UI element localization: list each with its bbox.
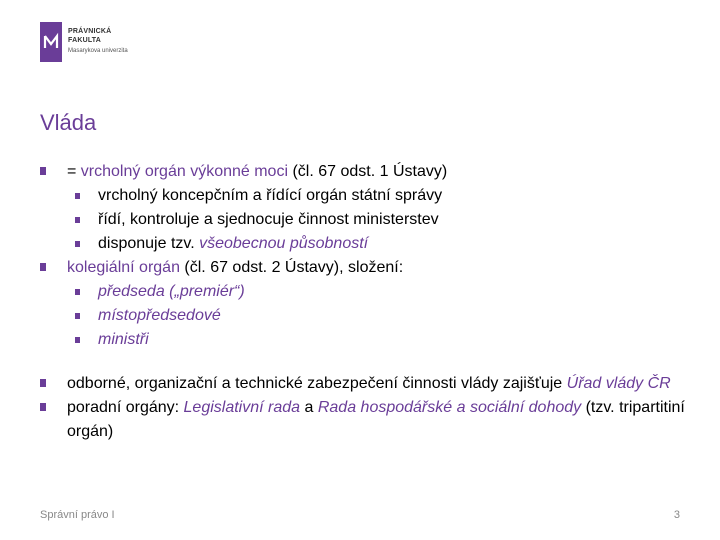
item-text: a	[300, 399, 318, 416]
list-item	[40, 160, 690, 184]
bullet-icon	[40, 167, 46, 175]
item-highlight: všeobecnou působností	[199, 235, 369, 252]
muni-logo-icon	[40, 22, 62, 62]
sub-bullet-icon	[75, 313, 80, 319]
sub-list-item	[40, 304, 690, 328]
item-highlight: Rada hospodářské a sociální dohody	[317, 399, 582, 416]
sub-bullet-icon	[75, 289, 80, 295]
item-text: disponuje tzv.	[98, 235, 200, 252]
item-text: (čl. 67 odst. 1 Ústavy)	[288, 163, 448, 180]
page-number: 3	[673, 509, 680, 521]
item-text: ministři	[98, 331, 149, 348]
item-text: (tzv. tripartitiní orgán)	[67, 399, 685, 440]
item-text: předseda („premiér“)	[98, 283, 245, 300]
sub-list-item	[40, 184, 690, 208]
item-text: místopředsedové	[98, 307, 221, 324]
item-highlight: Legislativní rada	[183, 399, 301, 416]
sub-bullet-icon	[75, 337, 80, 343]
footer-course-name: Správní právo I	[40, 509, 115, 521]
sub-list-item	[40, 328, 690, 352]
item-highlight: kolegiální orgán	[67, 259, 180, 276]
list-item	[40, 396, 690, 444]
bullet-icon	[40, 403, 46, 411]
faculty-logo	[40, 22, 160, 62]
logo-text	[68, 28, 111, 45]
item-text: vrcholný koncepčním a řídící orgán státní správy	[98, 187, 443, 204]
item-text: (čl. 67 odst. 2 Ústavy), složení:	[179, 259, 404, 276]
item-highlight: vrcholný orgán výkonné moci	[80, 163, 289, 180]
sub-list-item	[40, 208, 690, 232]
slide-content	[40, 160, 690, 444]
item-text: řídí, kontroluje a sjednocuje činnost ministerstev	[98, 211, 439, 228]
item-text: odborné, organizační a technické zabezpečení činnosti vlády zajišťuje	[67, 375, 567, 392]
list-item	[40, 256, 690, 280]
item-highlight: Úřad vlády ČR	[566, 375, 671, 392]
item-text: poradní orgány:	[67, 399, 184, 416]
sub-list-item	[40, 280, 690, 304]
slide-title: Vláda	[40, 110, 97, 135]
logo-subtitle: Masarykova univerzita	[68, 48, 128, 54]
sub-bullet-icon	[75, 241, 80, 247]
sub-bullet-icon	[75, 193, 80, 199]
bullet-icon	[40, 379, 46, 387]
logo-line1: PRÁVNICKÁ	[68, 28, 112, 35]
logo-line2: FAKULTA	[68, 36, 102, 44]
sub-list-item	[40, 232, 690, 256]
bullet-icon	[40, 263, 46, 271]
sub-bullet-icon	[75, 217, 80, 223]
list-item	[40, 372, 690, 396]
item-text: =	[67, 163, 81, 180]
